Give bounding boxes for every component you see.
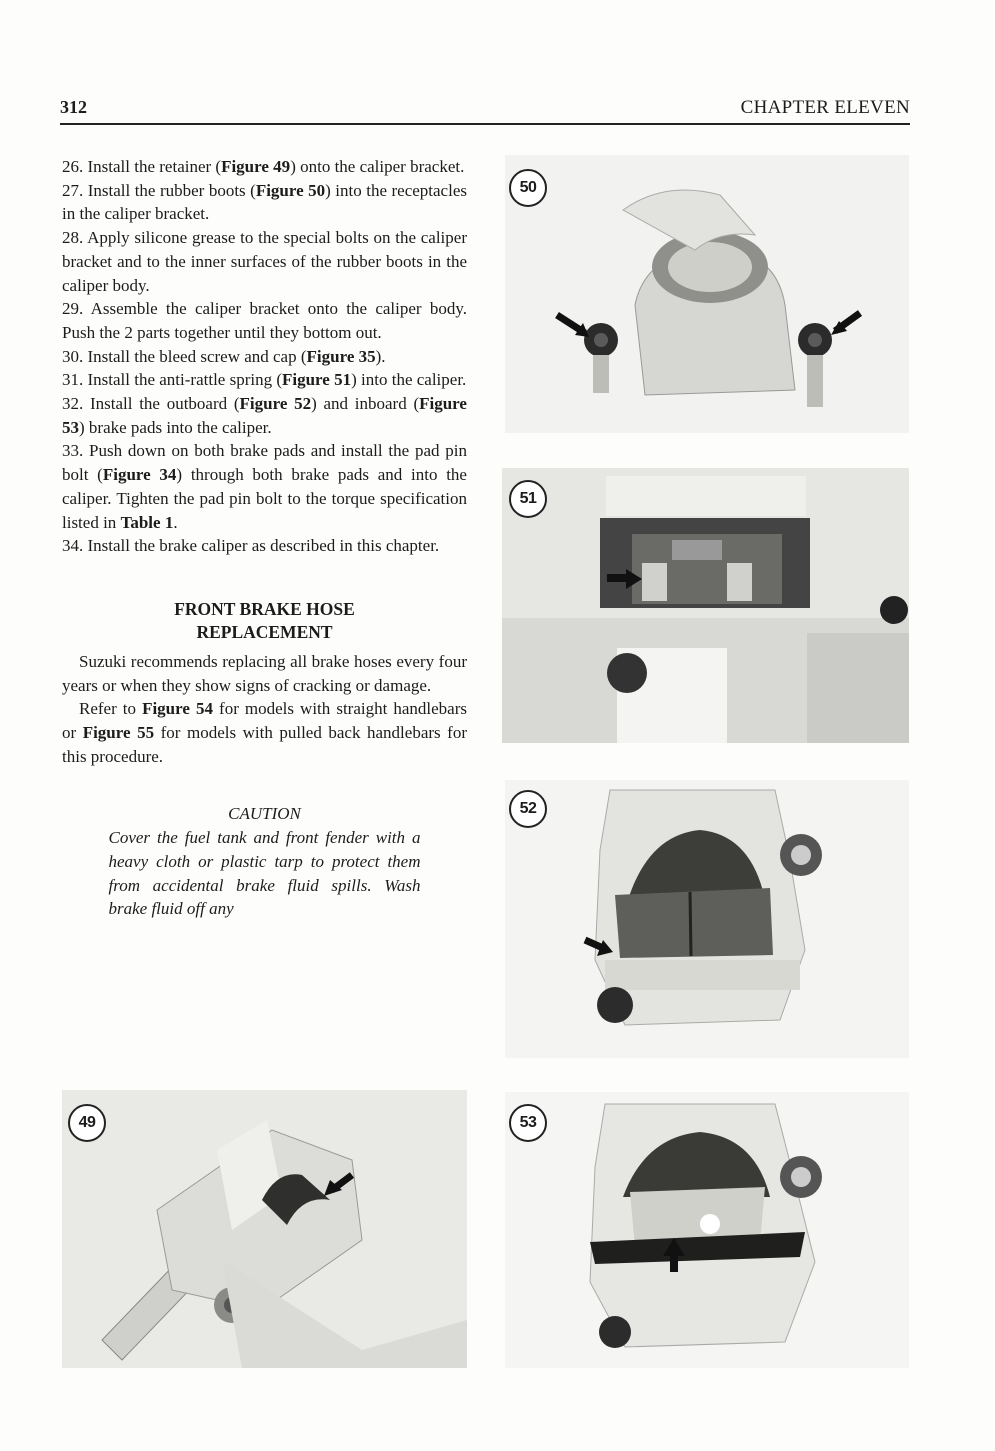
figure-ref[interactable]: Figure 55 <box>82 723 155 743</box>
figure-50-label: 50 <box>509 169 547 207</box>
chapter-title: CHAPTER ELEVEN <box>740 97 910 118</box>
step-33: 33. Push down on both brake pads and install the pad pin bolt (Figure 34) through both brake pads and into the caliper. Tighten the pad pin bolt to the torque specification listed in Table 1. <box>62 441 467 532</box>
figure-52-photo <box>505 780 909 1058</box>
figure-ref[interactable]: Figure 49 <box>221 157 291 176</box>
figure-49-label: 49 <box>68 1104 106 1142</box>
figure-ref[interactable]: Figure 35 <box>306 346 376 366</box>
figure-ref[interactable]: Figure 34 <box>102 465 177 485</box>
step-30: 30. Install the bleed screw and cap (Figure 35). <box>62 346 386 366</box>
step-28: 28. Apply silicone grease to the special bolts on the caliper bracket and to the inner surfaces of the rubber boots in the caliper body. <box>62 228 467 295</box>
figure-52-label: 52 <box>509 790 547 828</box>
page-header <box>60 97 910 125</box>
step-34: 34. Install the brake caliper as described in this chapter. <box>62 536 440 556</box>
section-paragraph: Refer to Figure 54 for models with straight handlebars or Figure 55 for models with pulled back handlebars for this procedure. <box>62 699 467 766</box>
figure-ref[interactable]: Figure 51 <box>282 370 352 390</box>
figure-ref[interactable]: Figure 52 <box>239 394 312 414</box>
section-paragraph: Suzuki recommends replacing all brake hoses every four years or when they show signs of cracking or damage. <box>62 651 467 695</box>
caution-body: Cover the fuel tank and front fender with a heavy cloth or plastic tarp to protect them from accidental brake fluid spills. Wash brake fluid off any <box>108 828 421 919</box>
step-31: 31. Install the anti-rattle spring (Figure 51) into the caliper. <box>62 370 467 390</box>
figure-50-photo <box>505 155 909 433</box>
figure-49-photo <box>62 1090 467 1368</box>
figure-51-label: 51 <box>509 480 547 518</box>
figure-ref[interactable]: Figure 53 <box>62 394 467 437</box>
page-number: 312 <box>60 97 87 117</box>
figure-ref[interactable]: Figure 54 <box>142 699 213 719</box>
step-32: 32. Install the outboard (Figure 52) and inboard (Figure 53) brake pads into the caliper. <box>62 394 467 437</box>
figure-51-photo <box>502 468 909 743</box>
figure-53-label: 53 <box>509 1104 547 1142</box>
step-27: 27. Install the rubber boots (Figure 50) into the receptacles in the caliper bracket. <box>62 180 467 224</box>
figure-53-photo <box>505 1092 909 1368</box>
section-heading: FRONT BRAKE HOSE REPLACEMENT <box>174 598 355 642</box>
caution-title: CAUTION <box>228 804 301 824</box>
table-ref[interactable]: Table 1 <box>120 512 174 532</box>
figure-ref[interactable]: Figure 50 <box>255 180 326 200</box>
text-column <box>62 155 467 921</box>
step-29: 29. Assemble the caliper bracket onto the caliper body. Push the 2 parts together until they bottom out. <box>62 299 467 342</box>
step-26: 26. Install the retainer (Figure 49) onto the caliper bracket. <box>62 157 465 176</box>
